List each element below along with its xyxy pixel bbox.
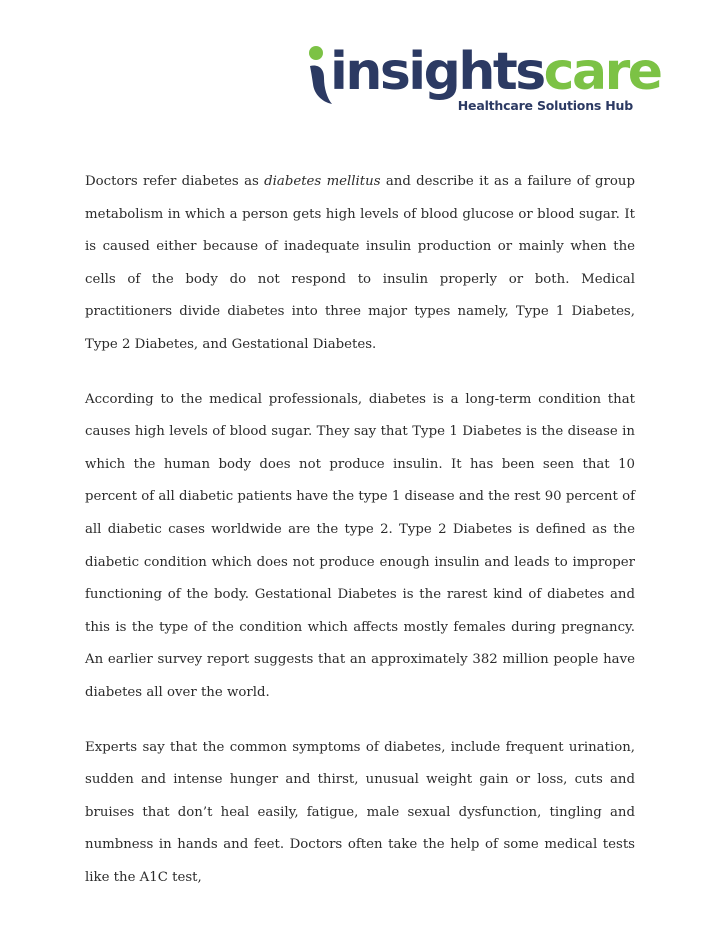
logo-tagline: Healthcare Solutions Hub	[457, 98, 633, 113]
paragraph-1	[85, 166, 635, 362]
logo-word-part-1: insights	[330, 42, 544, 102]
logo-wordmark	[330, 40, 661, 104]
paragraph-2: According to the medical professionals, diabetes is a long-term condition that causes high levels of blood sugar. They say that Type 1 Diabetes is the disease in which the human body does not produce insulin. It has been seen that 10 percent of all diabetic patients have the type 1 disease and the rest 90 percent of all diabetic cases worldwide are the type 2. Type 2 Diabetes is defined as the diabetic condition which does not produce enough insulin and leads to improper functioning of the body. Gestational Diabetes is the rarest kind of diabetes and this is the type of the condition which affects mostly females during pregnancy. An earlier survey report suggests that an approximately 382 million people have diabetes all over the world.	[85, 391, 635, 700]
paragraph-3: Experts say that the common symptoms of diabetes, include frequent urination, sudden and intense hunger and thirst, unusual weight gain or loss, cuts and bruises that don’t heal easily, fatigue, male sexual dysfunction, tingling and numbness in hands and feet. Doctors often take the help of some medical tests like the A1C test,	[85, 739, 635, 885]
logo-word-part-2: care	[543, 42, 661, 102]
insightscare-logo	[300, 40, 661, 120]
paragraph-1-after: and describe it as a failure of group metabolism in which a person gets high levels of blood glucose or blood sugar. It is caused either because of inadequate insulin production or mainly when the cells of the body do not respond to insulin properly or both. Medical practitioners divide diabetes into three major types namely, Type 1 Diabetes, Type 2 Diabetes, and Gestational Diabetes.	[85, 174, 635, 352]
paragraph-1-emphasis: diabetes mellitus	[264, 174, 381, 189]
paragraph-1-before: Doctors refer diabetes as	[85, 174, 265, 189]
document-body	[85, 166, 635, 916]
